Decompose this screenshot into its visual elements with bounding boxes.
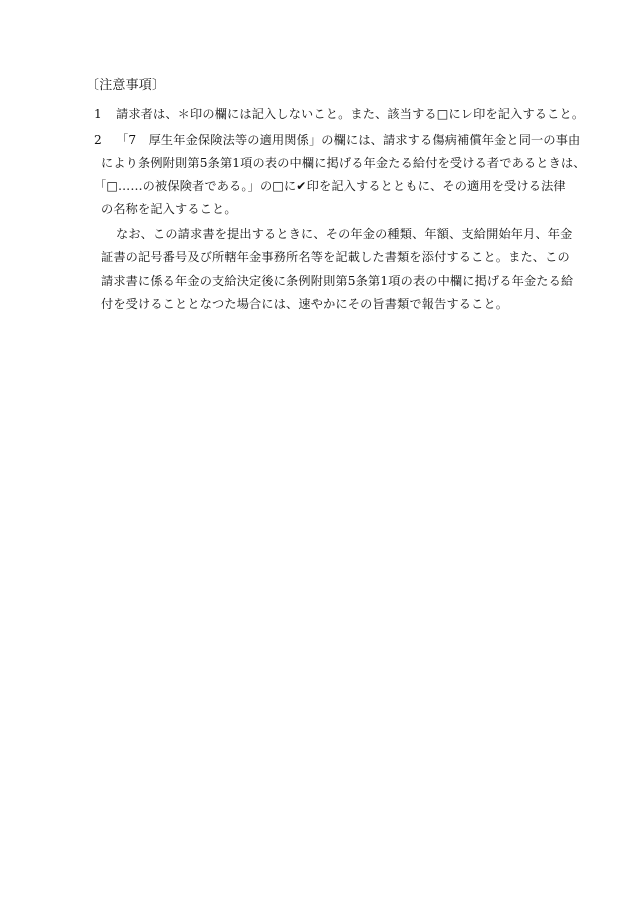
note-text-line: なお、この請求書を提出するときに、その年金の種類、年額、支給開始年月、年金: [116, 227, 573, 241]
note-text-line: 証書の記号番号及び所轄年金事務所名等を記載した書類を添付すること。また、この: [101, 250, 570, 264]
note-text-line: 請求者は、＊印の欄には記入しないこと。また、該当する□にレ印を記入すること。: [116, 107, 585, 121]
note-text-line: 「□……の被保険者である。」の□に✔印を記入するとともに、その適用を受ける法律: [94, 179, 566, 193]
note-text-line: 付を受けることとなつた場合には、速やかにその旨書類で報告すること。: [101, 297, 509, 311]
note-text-line: 「7 厚生年金保険法等の適用関係」の欄には、請求する傷病補償年金と同一の事由: [116, 133, 581, 147]
note-text-line: により条例附則第5条第1項の表の中欄に掲げる年金たる給付を受ける者であるときは、: [101, 156, 586, 170]
notes-heading: 〔注意事項〕: [86, 78, 166, 93]
note-number: 1: [94, 107, 102, 121]
note-text-line: 請求書に係る年金の支給決定後に条例附則第5条第1項の表の中欄に掲げる年金たる給: [101, 274, 574, 288]
note-text-line: の名称を記入すること。: [101, 202, 237, 216]
note-number: 2: [94, 133, 102, 147]
